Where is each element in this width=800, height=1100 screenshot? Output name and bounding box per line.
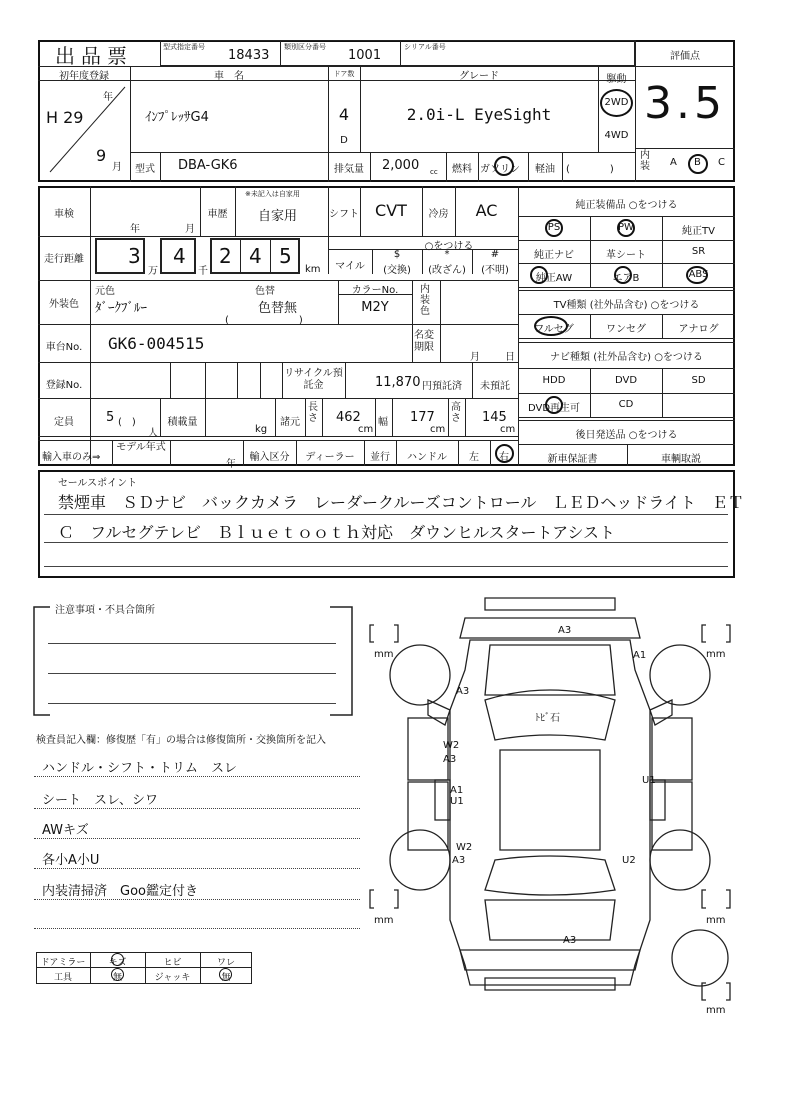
doors: 4 — [338, 105, 350, 124]
mileage-d2: 4 — [173, 244, 186, 268]
capacity-label: 定員 — [54, 417, 74, 428]
drive-4wd: 4WD — [604, 130, 629, 141]
mark-front-left: A3 — [456, 686, 470, 697]
door-type: D — [340, 135, 348, 146]
registration-label: 登録No. — [45, 380, 83, 391]
fuel-label: 燃料 — [452, 164, 472, 175]
interior-color-label: 内装色 — [420, 284, 430, 317]
mirror-break: ワレ — [216, 958, 235, 968]
capacity-person: 人 — [148, 428, 158, 439]
inspection-month: 月 — [185, 224, 195, 235]
color-no: M2Y — [361, 300, 389, 315]
navi-hdd: HDD — [542, 375, 566, 386]
mileage-label: 走行距離 — [44, 254, 84, 265]
recycle-none: 未預託 — [480, 381, 510, 392]
mm-fr: mm — [706, 649, 726, 660]
mark-left-front-door-a: W2 — [443, 740, 460, 751]
grade: 2.0i-L EyeSight — [406, 105, 552, 124]
orig-color: ﾀﾞｰｸﾌﾞﾙｰ — [95, 301, 147, 316]
tv-analog: アナログ — [678, 324, 719, 335]
note-line-2: シート スレ、シワ — [42, 793, 158, 808]
jack-label: ジャッキ — [154, 973, 191, 983]
sales-line2: Ｃ フルセグテレビ Ｂｌｕｅｔｏｏｔｈ対応 ダウンヒルスタートアシスト — [58, 523, 615, 542]
ac-label: 冷房 — [428, 209, 449, 220]
mm-fl: mm — [374, 649, 394, 660]
mark-left-rear-b: A3 — [452, 855, 466, 866]
equip-airbag: エアB — [612, 273, 640, 284]
rating-label: 評価点 — [670, 51, 700, 62]
model-code-label: 型式指定番号 — [163, 43, 205, 51]
name-change-label: 名変期限 — [414, 330, 434, 353]
equipment-title: 純正装備品 ○をつける — [575, 200, 678, 211]
fuel-diesel: 軽油 — [535, 164, 555, 175]
mileage-d1: 3 — [128, 244, 141, 268]
repaint: 色替無 — [258, 301, 298, 316]
mirror-scratch: キズ — [108, 958, 127, 968]
interior-b: B — [694, 157, 701, 168]
exch-sym: $ — [393, 249, 401, 260]
chassis-label: 車台No. — [45, 342, 83, 353]
model-year-unit: 年 — [226, 459, 236, 470]
unknown: (不明) — [481, 265, 509, 276]
car-name: ｲﾝﾌﾟﾚｯｻG4 — [145, 110, 209, 125]
tools-label: 工具 — [53, 973, 72, 983]
handle-right-circle — [495, 444, 514, 463]
first-reg-label: 初年度登録 — [59, 71, 109, 82]
exterior-label: 外装色 — [49, 299, 79, 310]
recycle: 11,870 — [375, 375, 421, 390]
fuel-gasoline: ガソリン — [480, 164, 520, 175]
mark-left-step-a: A1 — [450, 785, 464, 796]
mark-left-front-door-b: A3 — [443, 754, 457, 765]
mileage-man: 万 — [148, 266, 158, 277]
inspection-year: 年 — [130, 224, 140, 235]
navi-cd: CD — [618, 399, 634, 410]
fuel-gasoline-circle — [494, 156, 514, 176]
tv-oneseg: ワンセグ — [606, 324, 646, 335]
capacity: 5 — [106, 410, 115, 425]
first-reg-era: H 29 — [46, 108, 84, 127]
import-class-label: 輸入区分 — [249, 452, 290, 463]
capacity-paren: ( ) — [118, 417, 136, 428]
type-label: 型式 — [135, 164, 155, 175]
mirror-label: ドアミラー — [40, 958, 86, 968]
mileage-sen: 千 — [198, 266, 208, 277]
mm-spare: mm — [706, 1005, 726, 1016]
mark-left-step-b: U1 — [450, 796, 464, 807]
note-line-3: AWキズ — [42, 823, 89, 838]
displacement: 2,000 — [382, 158, 420, 173]
recycle-label: リサイクル預託金 — [284, 368, 343, 391]
serial-label: シリアル番号 — [404, 43, 446, 51]
interior-b-circle — [688, 154, 708, 174]
exch: (交換) — [383, 265, 411, 276]
import-label: 輸入車のみ⇒ — [42, 452, 101, 463]
model-year-label: モデル年式 — [116, 442, 166, 453]
repaint-paren: ( ) — [225, 315, 303, 326]
notes-label: 注意事項・不具合箇所 — [55, 605, 155, 616]
drive-2wd-circle — [600, 89, 633, 117]
tv-title: TV種類 (社外品含む) ○をつける — [553, 300, 700, 311]
after-manual: 車輌取説 — [661, 454, 701, 465]
equip-tv: 純正TV — [682, 226, 715, 237]
interior-c: C — [718, 157, 725, 168]
mark-front-right: A1 — [633, 650, 647, 661]
tools-value: 無 — [112, 973, 122, 983]
shift-label: シフト — [329, 209, 359, 220]
displacement-label: 排気量 — [334, 164, 364, 175]
mark-right-rear: U2 — [622, 855, 636, 866]
car-name-label: 車 名 — [214, 71, 244, 82]
height-label: 高さ — [451, 402, 461, 424]
after-warranty: 新車保証書 — [547, 454, 598, 465]
import-parallel: 並行 — [370, 452, 390, 463]
import-dealer: ディーラー — [305, 452, 355, 463]
model-code: 18433 — [228, 48, 270, 63]
first-reg-month: 9 — [96, 146, 107, 165]
jack-value: 無 — [221, 973, 231, 983]
load-kg: kg — [255, 424, 268, 435]
mirror-crack: ヒビ — [163, 958, 182, 968]
tv-fullseg: フルセグ — [534, 324, 574, 335]
note-line-1: ハンドル・シフト・トリム スレ — [42, 761, 238, 776]
chassis: GK6-004515 — [108, 334, 205, 353]
handle-left: 左 — [469, 452, 479, 463]
kaizan-sym: * — [444, 249, 450, 260]
length-label: 長さ — [308, 402, 318, 424]
cc-unit: cc — [430, 168, 438, 176]
sales-line1: 禁煙車 ＳＤナビ バックカメラ レーダークルーズコントロール ＬＥＤヘッドライト ＥＴ — [58, 493, 744, 512]
doors-label: ドア数 — [333, 70, 355, 78]
mileage-d4: 4 — [249, 244, 262, 268]
ac: AC — [475, 201, 498, 220]
history: 自家用 — [258, 209, 298, 224]
name-change-month: 月 — [470, 352, 480, 363]
type: DBA-GK6 — [178, 158, 238, 173]
navi-dvd-play: DVD再生可 — [527, 403, 581, 414]
grade-label: グレード — [459, 71, 499, 82]
history-label: 車歴 — [207, 209, 228, 220]
note-line-5: 内装清掃済 Goo鑑定付き — [42, 884, 198, 899]
fuel-paren: ( ) — [566, 164, 614, 175]
shift: CVT — [375, 201, 407, 220]
orig-color-label: 元色 — [95, 286, 115, 297]
height: 145 — [482, 410, 507, 425]
mileage-d5: 5 — [279, 244, 292, 268]
equip-pw: PW — [618, 222, 634, 233]
first-reg-month-unit: 月 — [112, 162, 122, 173]
length: 462 — [336, 410, 361, 425]
rating-value: 3.5 — [644, 78, 726, 129]
inspector-label: 検査員記入欄：修復歴「有」の場合は修復箇所・交換箇所を記入 — [36, 735, 326, 746]
handle-right: 右 — [499, 452, 509, 463]
mark-rear-bumper: A3 — [563, 935, 577, 946]
equip-leather: 革シート — [606, 250, 646, 261]
sheet-title: 出品票 — [55, 44, 133, 68]
repaint-label: 色替 — [255, 286, 275, 297]
class-code: 1001 — [348, 48, 382, 63]
load-label: 積載量 — [167, 417, 198, 428]
equip-aw: 純正AW — [535, 273, 573, 284]
history-note: ※未記入は自家用 — [245, 190, 300, 198]
mileage-mark-note: ○をつける — [424, 241, 474, 252]
interior-a: A — [670, 157, 677, 168]
kaizan: (改ざん) — [428, 265, 466, 276]
equip-abs: ABS — [688, 269, 709, 280]
width-cm: cm — [430, 424, 446, 435]
handle-label: ハンドル — [407, 452, 447, 463]
after-title: 後日発送品 ○をつける — [575, 430, 678, 441]
sales-label: セールスポイント — [58, 478, 138, 489]
height-cm: cm — [500, 424, 516, 435]
mm-rl: mm — [374, 915, 394, 926]
drive-2wd: 2WD — [604, 97, 629, 108]
drive-label: 駆動 — [606, 74, 627, 85]
spec-label: 諸元 — [280, 417, 300, 428]
unknown-sym: # — [490, 249, 500, 260]
navi-dvd: DVD — [614, 375, 638, 386]
color-no-label: カラーNo. — [351, 285, 399, 296]
equip-navi: 純正ナビ — [534, 250, 574, 261]
navi-title: ナビ種類 (社外品含む) ○をつける — [550, 352, 703, 363]
mileage-km: km — [305, 264, 321, 275]
mark-windshield: ﾄﾋﾞ石 — [535, 713, 560, 724]
mark-front-bumper: A3 — [558, 625, 572, 636]
mileage-d3: 2 — [219, 244, 232, 268]
recycle-deposited: 円預託済 — [422, 381, 462, 392]
car-damage-diagram — [360, 590, 760, 1030]
mm-rr: mm — [706, 915, 726, 926]
inspection-label: 車検 — [54, 209, 74, 220]
first-reg-year-unit: 年 — [103, 92, 113, 103]
width-label: 幅 — [378, 417, 388, 428]
equip-ps: PS — [547, 222, 561, 233]
width: 177 — [410, 410, 435, 425]
note-line-4: 各小A小U — [42, 853, 100, 868]
mark-right-door: U1 — [642, 775, 656, 786]
navi-sd: SD — [691, 375, 706, 386]
interior-label: 内装 — [640, 150, 650, 172]
length-cm: cm — [358, 424, 374, 435]
class-code-label: 類別区分番号 — [284, 43, 326, 51]
mile: マイル — [335, 261, 365, 272]
mark-left-rear-a: W2 — [456, 842, 473, 853]
equip-sr: SR — [691, 246, 706, 257]
